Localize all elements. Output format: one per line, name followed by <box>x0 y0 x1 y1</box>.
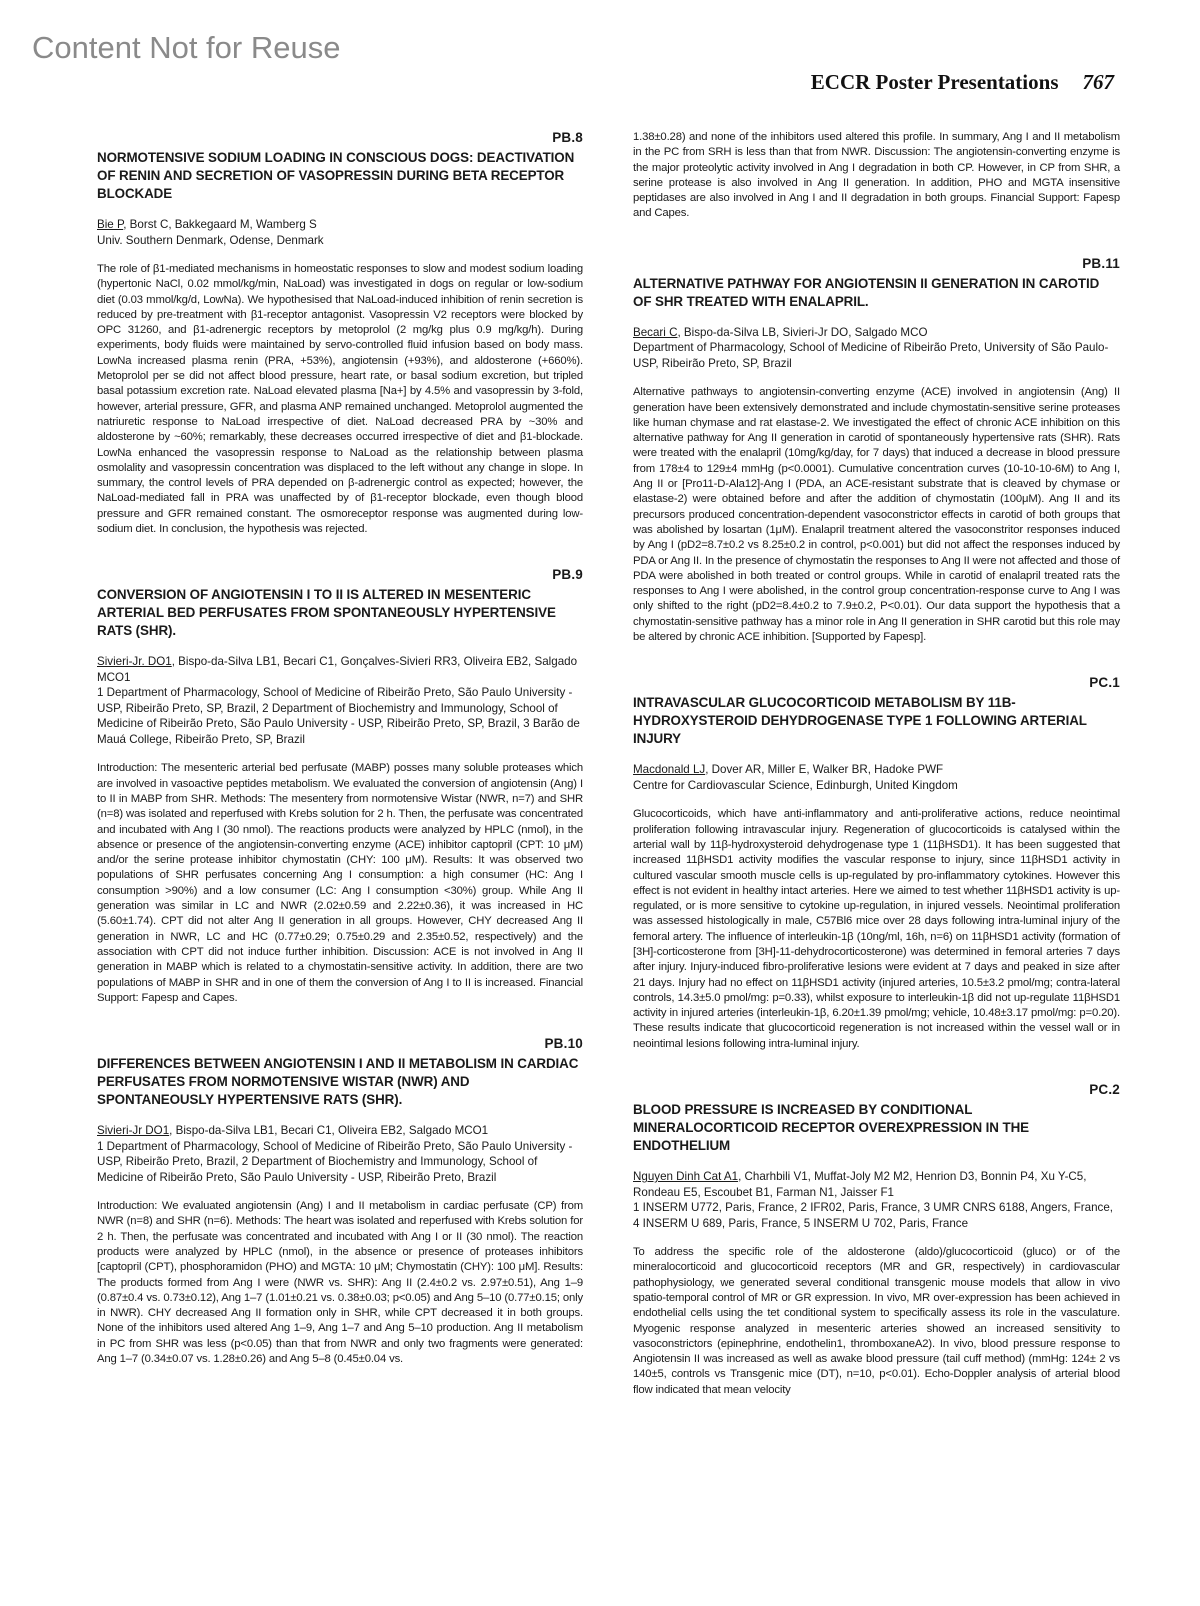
author-list <box>97 217 583 233</box>
co-authors: , Bispo-da-Silva LB1, Becari C1, Oliveira EB2, Salgado MCO1 <box>169 1124 489 1138</box>
abstract-id: PB.10 <box>544 1036 583 1052</box>
presenting-author: Macdonald LJ <box>633 763 706 777</box>
abstract-entry <box>633 1082 1120 1398</box>
abstract-body: The role of β1-mediated mechanisms in homeostatic responses to slow and modest sodium loading (hypertonic NaCl, 0.02 mmol/kg/min, NaLoad) was investigated in dogs on regular or low-sodium diet (0.03 mmol/kg/d, LowNa). We hypothesised that NaLoad-induced inhibition of renin secretion is reduced by pre-treatment with β1-receptor antagonist. Vasopressin V2 receptors were blocked by OPC 31260, and β1-adrenergic receptors by metoprolol (2 mg/kg plus 0.9 mg/kg/h). During experiments, body fluids were maintained by servo-controlled fluid infusion based on body mass. LowNa increased plasma renin (PRA, +53%), angiotensin (+93%), and aldosterone (+660%). Metoprolol per se did not affect blood pressure, heart rate, or basal sodium excretion, but tripled basal potassium excretion rate. NaLoad elevated plasma [Na+] by 4.5% and vasopressin by 3-fold, however, arterial pressure, GFR, and plasma ANP remained unchanged. Metoprolol augmented the natriuretic response to NaLoad irrespective of diet. NaLoad decreased PRA by ~30% and aldosterone by ~60%; remarkably, these decreases occurred irrespective of diet and β1-blockade. LowNa enhanced the vasopressin response to NaLoad as the relationship between plasma osmolality and vasopressin concentration was displaced to the left without any change in slope. In summary, the control levels of PRA depended on β-adrenergic control as expected; however, the NaLoad-mediated fall in PRA was unaffected by of β1-receptor blockade, even though blood pressure and GFR remained constant. The osmoreceptor response was augmented during low-sodium diet. In conclusion, the hypothesis was rejected. <box>97 263 583 536</box>
journal-section-title: ECCR Poster Presentations <box>810 70 1059 94</box>
presenting-author: Sivieri-Jr DO1 <box>97 1124 170 1138</box>
abstract-title: CONVERSION OF ANGIOTENSIN I TO II IS ALTERED IN MESENTERIC ARTERIAL BED PERFUSATES FROM SPONTANEOUSLY HYPERTENSIVE RATS (SHR). <box>97 587 556 639</box>
watermark: Content Not for Reuse <box>32 30 341 65</box>
abstract-body: Introduction: The mesenteric arterial bed perfusate (MABP) posses many soluble proteases which are involved in vasoactive peptides metabolism. We evaluated the conversion of angiotensin (Ang) I to II in MABP from SHR. Methods: The mesentery from normotensive Wistar (NWR, n=7) and SHR (n=8) was isolated and reperfused with Krebs solution for 2 h. Then, the perfusate was concentrated and incubated with Ang I (30 nmol). The reactions products were analyzed by HPLC (nmol), in the absence or presence of the angiotensin-converting enzyme (ACE) inhibitor captopril (CPT: 10 μM) and/or the serine protease inhibitor chymostatin (CHY: 100 μM). Results: It was observed two populations of SHR perfusates concerning Ang I consumption: a high consumer (HC: Ang I consumption >90%) and a low consumer (LC: Ang I consumption <30%) group. While Ang II generation was similar in LC and NWR (2.02±0.59 and 2.22±0.36), it was increased in HC (5.60±1.74). CPT did not alter Ang II generation in all groups. However, CHY decreased Ang II generation in NWR, LC and HC (0.77±0.29; 0.75±0.29 and 2.35±0.52, respectively) and the association with CPT did not induce further inhibition. Discussion: ACE is not involved in Ang II generation in MABP which is related to a chymostatin-sensitive activity. In addition, there are two populations of MABP in SHR and in one of them the conversion of Ang I to II is increased. Financial Support: Fapesp and Capes. <box>97 762 583 1004</box>
author-list <box>633 325 1120 341</box>
presenting-author: Becari C <box>633 325 678 339</box>
affiliation: Centre for Cardiovascular Science, Edinburgh, United Kingdom <box>633 778 958 792</box>
presenting-author: Bie P <box>97 218 124 231</box>
abstract-title: NORMOTENSIVE SODIUM LOADING IN CONSCIOUS DOGS: DEACTIVATION OF RENIN AND SECRETION OF VASOPRESSIN DURING BETA RECEPTOR BLOCKADE <box>97 150 575 201</box>
abstract-entry <box>97 1036 583 1367</box>
co-authors: , Charhbili V1, Muffat-Joly M2 M2, Henrion D3, Bonnin P4, Xu Y-C5, Rondeau E5, Escoubet B1, Farman N1, Jaisser F1 <box>633 1170 1087 1199</box>
abstract-entry <box>633 256 1120 646</box>
abstract-title: BLOOD PRESSURE IS INCREASED BY CONDITIONAL MINERALOCORTICOID RECEPTOR OVEREXPRESSION IN THE ENDOTHELIUM <box>633 1102 1029 1154</box>
abstract-body: To address the specific role of the aldosterone (aldo)/glucocorticoid (gluco) or of the mineralocorticoid and glucocorticoid receptors (MR and GR, respectively) in cardiovascular pathophysiology, we generated several conditional transgenic mouse models that allow in vivo spatio-temporal control of MR or GR expression. In vivo, MR over-expression has been achieved in endothelial cells using the tet conditional system to specifically assess its role in the vasculature. Myogenic response analyzed in mesenteric arteries showed an increased sensitivity to vasoconstrictors (epinephrine, endothelin1, thromboxaneA2). In vivo, blood pressure response to Angiotensin II was increased as well as awake blood pressure (tail cuff method) (mmHg: 124± 2 vs 140±5, controls vs Transgenic mice (DT), n=10, p<0.01). Echo-Doppler analysis of arterial blood flow indicated that mean velocity <box>633 1246 1120 1396</box>
abstract-title: ALTERNATIVE PATHWAY FOR ANGIOTENSIN II GENERATION IN CAROTID OF SHR TREATED WITH ENALAPRIL. <box>633 275 1100 309</box>
co-authors: , Borst C, Bakkegaard M, Wamberg S <box>123 218 317 231</box>
co-authors: , Bispo-da-Silva LB1, Becari C1, Gonçalves-Sivieri RR3, Oliveira EB2, Salgado MCO1 <box>97 655 578 684</box>
abstract-id: PC.1 <box>1089 675 1120 691</box>
affiliation: Univ. Southern Denmark, Odense, Denmark <box>97 233 324 247</box>
abstract-body: Introduction: We evaluated angiotensin (Ang) I and II metabolism in cardiac perfusate (CP) from NWR (n=8) and SHR (n=6). Methods: The heart was isolated and reperfused with Krebs solution for 2 h. Then, the perfusate was concentrated and incubated with Ang I or II (30 nmol). The reaction products were analyzed by HPLC (nmol), in the absence or presence of proteases inhibitors [captopril (CPT), phosphoramidon (PHO) and MGTA: 10 μM; Chymostatin (CHY): 100 μM]. Results: The products formed from Ang I were (NWR vs. SHR): Ang II (2.4±0.2 vs. 2.97±0.51), Ang 1–9 (0.87±0.4 vs. 0.73±0.12), Ang 1–7 (1.01±0.21 vs. 0.38±0.03; p<0.05) and Ang 5–10 (0.77±0.15; only in NWR). CHY decreased Ang II formation only in SHR, while CPT decreased it in both groups. None of the inhibitors used altered Ang 1–9, Ang 1–7 and Ang 5–10 production. Ang II metabolism in PC from SHR was less (p<0.05) than that from NWR and only two fragments were generated: Ang 1–7 (0.34±0.07 vs. 1.28±0.26) and Ang 5–8 (0.45±0.04 vs. <box>97 1200 583 1366</box>
co-authors: , Bispo-da-Silva LB, Sivieri-Jr DO, Salgado MCO <box>677 325 928 339</box>
abstract-entry <box>633 675 1120 1052</box>
left-column <box>97 130 583 1397</box>
abstract-id: PC.2 <box>1089 1082 1120 1098</box>
abstract-body: Glucocorticoids, which have anti-inflammatory and anti-proliferative actions, reduce neointimal proliferation following intravascular injury. Regeneration of glucocorticoids is catalysed within the arterial wall by 11β-hydroxysteroid dehydrogenase type 1 (11βHSD1). It has been suggested that increased 11βHSD1 activity modifies the vascular response to injury, since 11βHSD1 activity in cultured vascular smooth muscle cells is up-regulated by pro-inflammatory cytokines. However this effect is not evident in healthy intact arteries. Here we aimed to test whether 11βHSD1 activity is up-regulated, or is more sensitive to cytokine up-regulation, in injured vessels. Neointimal proliferation was assessed histologically in male, C57Bl6 mice over 28 days following intra-luminal injury of the femoral artery. The influence of interleukin-1β (10ng/ml, 16h, n=6) on 11βHSD1 activity (formation of [3H]-corticosterone from [3H]-11-dehydrocorticosterone) was determined in femoral arteries 7 days after injury. Injury-induced fibro-proliferative lesions were evident at 7 days and peaked in size after 21 days. Injury had no effect on 11βHSD1 activity (injured arteries, 10.5±3.2 pmol/mg; contra-lateral controls, 14.3±5.0 pmol/mg: p=0.33), whilst exposure to interleukin-1β did not up-regulate 11βHSD1 activity in injured arteries (interleukin-1β, 6.20±1.39 pmol/mg; vehicle, 10.48±3.17 pmol/mg: p=0.20). These results indicate that glucocorticoid regeneration is not increased within the vessel wall or in neointimal lesions following intra-luminal injury. <box>633 808 1120 1050</box>
abstract-title: INTRAVASCULAR GLUCOCORTICOID METABOLISM BY 11Β-HYDROXYSTEROID DEHYDROGENASE TYPE 1 FOLLOWING ARTERIAL INJURY <box>633 695 1087 747</box>
running-head <box>811 70 1114 95</box>
affiliation: 1 Department of Pharmacology, School of Medicine of Ribeirão Preto, São Paulo University - USP, Ribeirão Preto, SP, Brazil, 2 Department of Biochemistry and Immunology, School of Medicine of Ribeirão Preto, São Paulo University - USP, Ribeirão Preto, SP, Brazil, 3 Barão de Mauá College, Ribeirão Preto, SP, Brazil <box>97 686 580 746</box>
affiliation: 1 Department of Pharmacology, School of Medicine of Ribeirão Preto, São Paulo University - USP, Ribeirão Preto, Brazil, 2 Department of Biochemistry and Immunology, School of Medicine of Ribeirão Preto, São Paulo University - USP, Ribeirão Preto, Brazil <box>97 1139 573 1184</box>
affiliation: Department of Pharmacology, School of Medicine of Ribeirão Preto, University of São Paulo-USP, Ribeirão Preto, SP, Brazil <box>633 341 1109 370</box>
right-column <box>633 130 1120 1428</box>
page-number: 767 <box>1082 70 1114 94</box>
author-list <box>97 1123 583 1139</box>
abstract-id: PB.8 <box>552 130 583 145</box>
author-list <box>97 654 583 685</box>
co-authors: , Dover AR, Miller E, Walker BR, Hadoke PWF <box>705 763 944 777</box>
presenting-author: Sivieri-Jr. DO1 <box>97 655 172 669</box>
affiliation: 1 INSERM U772, Paris, France, 2 IFR02, Paris, France, 3 UMR CNRS 6188, Angers, France, 4 INSERM U 689, Paris, France, 5 INSERM U 702, Paris, France <box>633 1201 1114 1230</box>
author-list <box>633 1169 1120 1200</box>
abstract-continuation: 1.38±0.28) and none of the inhibitors used altered this profile. In summary, Ang I and II metabolism in the PC from SRH is less than that from NWR. Discussion: The angiotensin-converting enzyme is the major proteolytic activity involved in Ang I degradation in both CP. However, in CP from SHR, a serine protease is also involved in Ang II generation. In addition, PHO and MGTA insensitive peptidases are also involved in Ang I and II degradation in both groups. Financial Support: Fapesp and Capes. <box>633 131 1120 220</box>
author-list <box>633 762 1120 778</box>
abstract-body: Alternative pathways to angiotensin-converting enzyme (ACE) involved in angiotensin (Ang) II generation have been extensively demonstrated and include chymostatin-sensitive serine proteases like human chymase and rat elastase-2. We investigated the effect of chronic ACE inhibition on this alternative pathway for Ang II generation in carotid of spontaneously hypertensive rats (SHR). Rats were treated with the enalapril (10mg/kg/day, for 7 days) that induced a decrease in blood pressure from 178±4 to 129±4 mmHg (p<0.0001). Cumulative concentration curves (10-10-10-6M) to Ang I, Ang II or [Pro11-D-Ala12]-Ang I (PDA, an ACE-resistant substrate that is cleaved by chymase or elastase-2) were obtained before and after the addition of chymostatin (100μM). Ang II and its precursors produced concentration-dependent vasoconstrictor effects in carotid of both groups that was abolished by losartan (1μM). Enalapril treatment altered the vasoconstritor responses induced by Ang I (pD2=8.7±0.2 vs 8.25±0.2 in control, p<0.001) but did not affect the responses induced by PDA or Ang II. In the presence of chymostatin the responses to Ang II were not affected and those of PDA were abolished in both treated or control groups. While in carotid of enalapril treated rats the responses to Ang I were abolished, in the control group concentration-response curve to Ang I was only shifted to the right (pD2=8.4±0.2 to 7.9±0.2, P<0.01). Our data support the hypothesis that a chymostatin-sensitive pathway has a minor role in Ang II generation in SHR carotid but this role may be altered by chronic ACE inhibition. [Supported by Fapesp]. <box>633 386 1120 644</box>
abstract-id: PB.9 <box>552 567 583 583</box>
abstract-entry <box>97 130 583 537</box>
abstract-entry <box>97 567 583 1006</box>
abstract-id: PB.11 <box>1082 255 1120 271</box>
abstract-title: DIFFERENCES BETWEEN ANGIOTENSIN I AND II METABOLISM IN CARDIAC PERFUSATES FROM NORMOTENSIVE WISTAR (NWR) AND SPONTANEOUSLY HYPERTENSIVE RATS (SHR). <box>97 1056 579 1108</box>
presenting-author: Nguyen Dinh Cat A1 <box>633 1170 739 1184</box>
